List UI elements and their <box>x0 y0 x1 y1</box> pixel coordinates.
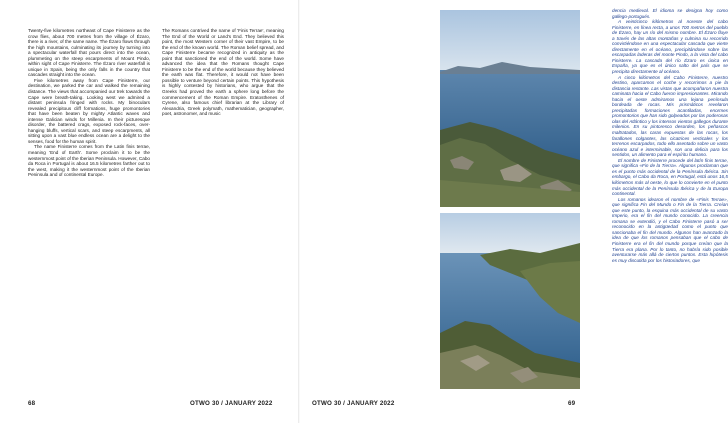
paragraph: El nombre de Finisterre procede del latín finis terrae, que significa «Fin de la Tierra». Algunos proclaman que es el punto más occidental de la Península Ibérica. Sin embargo, el Cabo da Roca, en Portugal, está unos 16,5 kilómetros más al oeste, lo que lo convierte en el punto más occidental de la Península Ibérica y de la Europa continental. <box>612 157 728 197</box>
spanish-column <box>612 8 728 263</box>
paragraph: Los romanos idearon el nombre de «Finis Terrae», que significa Fin del Mundo o Fin de la Tierra. Creían que este punto, la esquina más occidental de su vasto Imperio, era el fin del mundo conocido. La creencia romana se extendió, y el Cabo Finisterre pasó a ser reconocido en la antigüedad como el punto que sancionaba el fin del mundo. Algunos han avanzado la idea de que los romanos pensaban que el cabo de Finisterre era el fin del mundo porque creían que la Tierra era plana. Por lo tanto, no habría sido posible aventurarse más allá de ciertos puntos. Esta hipótesis es muy discutida por los historiadores, que <box>612 196 728 263</box>
coastal-cliffs-photo <box>440 10 580 207</box>
paragraph: Five kilometres away from Cape Finisterre, our destination, we parked the car and walked the remaining distance. The views that accompanied our trek towards the Cape were breath-taking. Looking west we admired a distant peninsula fringed with rocks. My binoculars revealed precipitous cliff formations, huge promontories that have been beaten by mighty Atlantic waves and intense Galician winds for Millenia. In their picturesque disorder, the battered crags, exposed rock-faces, over-hanging bluffs, vertical scars, and steep escarpments, all sitting upon a vast blue endless ocean are a delight to the senses, food for the human spirit. <box>28 77 150 144</box>
headland-photo <box>440 213 580 389</box>
paragraph: A veinticinco kilómetros al noreste del cabo Finisterre, en línea recta, a unos 700 metros del pueblo de Ézaro, hay un río del mismo nombre. El Ézaro fluye a través de las altas montañas y culmina su recorrido convirtiéndose en una espectacular cascada que vierte directamente en el océano, precipitándose sobre las escarpadas laderas del monte Pindo, a la vista del cabo Finisterre. La cascada del río Ézaro es única en España, ya que es el único salto del país que se precipita directamente al océano. <box>612 19 728 75</box>
paragraph: The name Finisterre comes from the Latin finis terrae, meaning 'End of Earth'. Some proclaim it to be the westernmost point of the Iberian Peninsula. However, Cabo da Roca in Portugal is about 16.5 kilometres farther out to the west, making it the westernmost point of the Iberian Peninsula and of continental Europe. <box>28 144 151 178</box>
paragraph: Twenty-five kilometres northeast of Cape Finisterre as the crow flies, about 700 metres from the village of Ézaro, there is a river, of the same name. The Ézaro flows through the high mountains, culminating its journey by turning into a spectacular waterfall that pours direct into the ocean, plummeting on the steep escarpments of Mount Pindo, within sight of Cape Finisterre. The Ézaro river waterfall is unique in Spain, being the only falls in the country that cascades straight into the ocean. <box>28 28 150 78</box>
page-number-right: 69 <box>568 400 576 407</box>
footer-right: OTWO 30 / JANUARY 2022 <box>312 400 395 407</box>
left-page <box>0 0 300 423</box>
english-column-1 <box>28 28 150 178</box>
footer-left: OTWO 30 / JANUARY 2022 <box>190 400 273 407</box>
page-number-left: 68 <box>28 400 36 407</box>
paragraph: The Romans contrived the name of 'Finis Terrae', meaning The End of the World or Land's End. They believed this point, the most Western corner of their vast Empire, to be the end of the known world. The Roman belief spread, and Cape Finisterre became recognized in antiquity as the point that sanctioned the end of the world. Some have advanced the idea that the Romans thought Cape Finisterre to be the end of the world because they believed the earth was flat. Therefore, it would not have been possible to venture beyond certain points. This hypothesis is highly contested by historians, who argue that the Greeks had proved the earth a sphere long before the commencement of the Roman Empire. Eratosthenes of Cyrene, also famous chief librarian at the Library of Alexandria, Greek polymath, mathematician, geographer, poet, astronomer, and music <box>162 28 284 117</box>
english-column-2 <box>162 28 284 117</box>
paragraph: dencia medieval. El idioma se designa hoy como gallego-portugués. <box>612 8 728 19</box>
paragraph: A cinco kilómetros del Cabo Finisterre, nuestro destino, aparcamos el coche y recorrimos a pie la distancia restante. Las vistas que acompañaron nuestra caminata hacia el Cabo fueron impresionantes. Mirando hacia el oeste admiramos una lejana península bordeada de rocas. Mis prismáticos revelaron precipitadas formaciones acantiladas, enormes promontorios que han sido golpeados por las poderosas olas del Atlántico y los intensos vientos gallegos durante milenios. En su pintoresco desorden, los peñascos maltratados, las caras expuestas de las rocas, los farallones colgantes, las cicatrices verticales y los terrenos escarpados, todo ello asentado sobre un vasto océano azul e interminable, son una delicia para los sentidos, un alimento para el espíritu humano. <box>612 74 728 158</box>
